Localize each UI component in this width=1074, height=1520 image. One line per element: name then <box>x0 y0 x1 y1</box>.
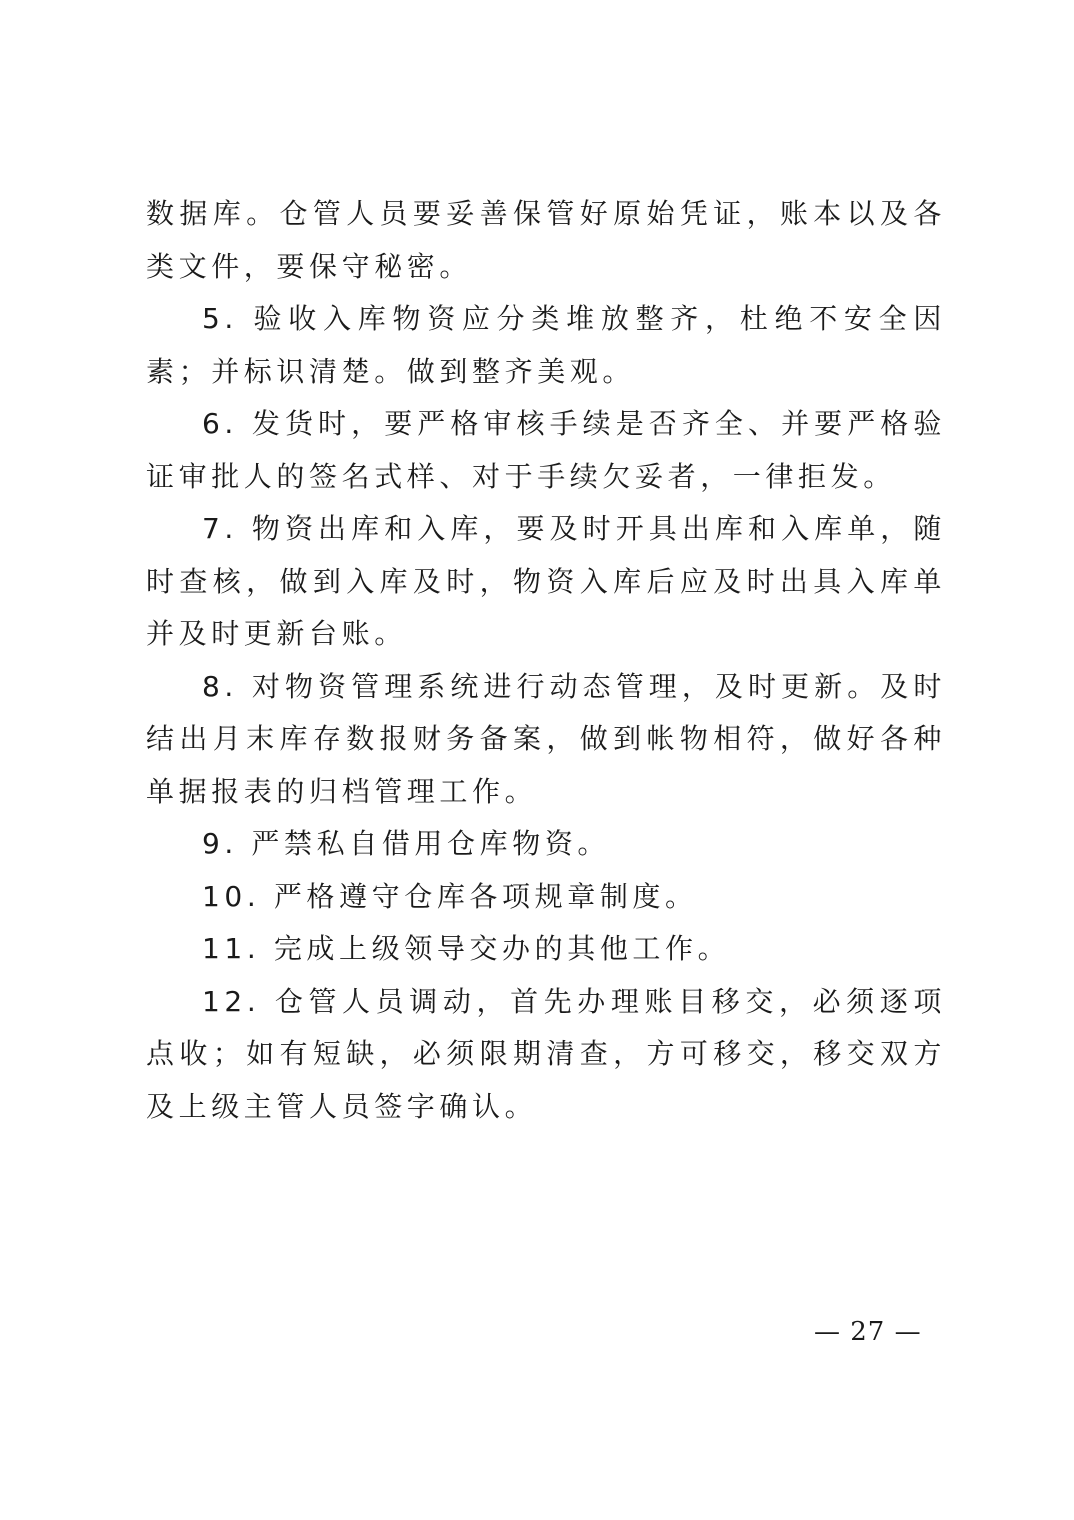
page-number: — 27 — <box>814 1317 922 1347</box>
paragraph-item-9: 9. 严禁私自借用仓库物资。 <box>202 827 611 860</box>
paragraph-item-10: 10. 严格遵守仓库各项规章制度。 <box>202 879 698 913</box>
paragraph-continuation: 数据库。仓管人员要妥善保管好原始凭证，账本以及各类文件，要保守秘密。 <box>146 197 946 283</box>
paragraph-item-5: 5. 验收入库物资应分类堆放整齐，杜绝不安全因素；并标识清楚。做到整齐美观。 <box>146 302 946 388</box>
paragraph-item-7: 7. 物资出库和入库，要及时开具出库和入库单，随时查核，做到入库及时，物资入库后应及时出具入库单并及时更新台账。 <box>146 512 946 650</box>
document-body <box>146 188 946 1133</box>
paragraph-item-8: 8. 对物资管理系统进行动态管理，及时更新。及时结出月末库存数报财务备案，做到帐物相符，做好各种单据报表的归档管理工作。 <box>146 669 946 808</box>
paragraph-item-6: 6. 发货时，要严格审核手续是否齐全、并要严格验证审批人的签名式样、对于手续欠妥者，一律拒发。 <box>146 407 946 493</box>
paragraph-item-12: 12. 仓管人员调动，首先办理账目移交，必须逐项点收；如有短缺，必须限期清查，方可移交，移交双方及上级主管人员签字确认。 <box>146 984 946 1123</box>
paragraph-item-11: 11. 完成上级领导交办的其他工作。 <box>202 932 731 965</box>
